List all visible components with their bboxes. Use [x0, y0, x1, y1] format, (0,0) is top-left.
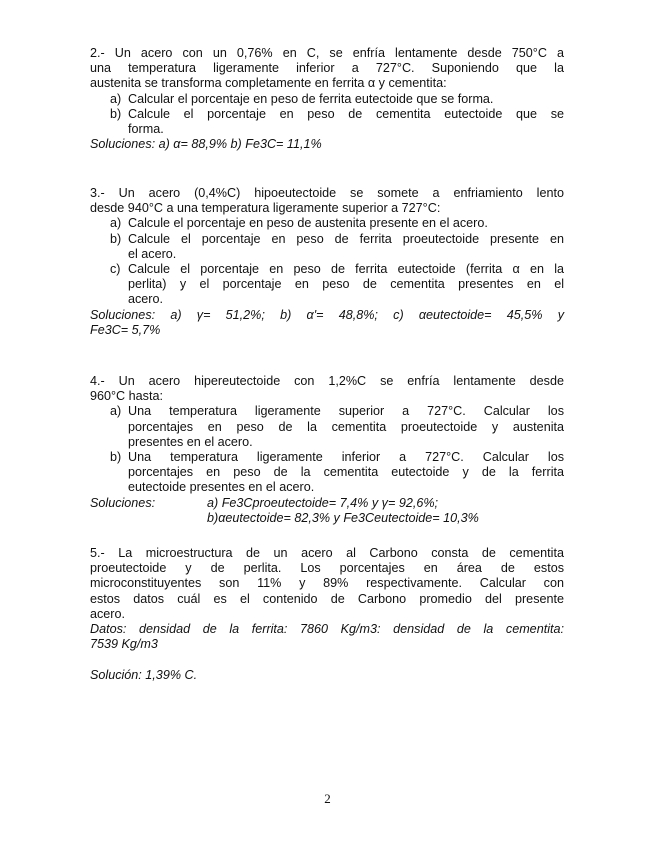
item-text: porcentajes en peso de la cementita eutectoide y de la ferrita	[128, 465, 564, 480]
p5-data-2: 7539 Kg/m3	[90, 637, 158, 652]
item-text: presentes en el acero.	[128, 434, 253, 449]
item-text: eutectoide presentes en el acero.	[128, 480, 315, 495]
p2-line-2: una temperatura ligeramente inferior a 727°C. Suponiendo que la	[90, 61, 564, 76]
problem-2	[90, 46, 564, 152]
list-item	[90, 450, 564, 496]
item-marker: a)	[110, 91, 122, 106]
item-text: perlita) y el porcentaje en peso de cementita presentes en el	[128, 277, 564, 292]
p3-line-1: 3.- Un acero (0,4%C) hipoeutectoide se somete a enfriamiento lento	[90, 186, 564, 200]
problem-4	[90, 374, 564, 526]
list-item	[90, 232, 564, 262]
item-marker: a)	[110, 216, 122, 231]
p5-line-5: acero.	[90, 606, 126, 621]
item-text: Calcule el porcentaje en peso de cementita eutectoide que se	[128, 106, 564, 121]
p2-list	[90, 92, 564, 138]
item-text: Una temperatura ligeramente superior a 727°C. Calcular los	[128, 404, 564, 419]
list-item	[90, 404, 564, 450]
p5-line-2: proeutectoide y de perlita. Los porcentajes en área de estos	[90, 561, 564, 576]
p5-data-1: Datos: densidad de la ferrita: 7860 Kg/m3: densidad de la cementita:	[90, 622, 564, 637]
p5-line-3: microconstituyentes son 11% y 89% respectivamente. Calcular con	[90, 576, 564, 591]
item-marker: c)	[110, 262, 121, 277]
p4-solution-b: b)αeutectoide= 82,3% y Fe3Ceutectoide= 10,3%	[207, 510, 479, 525]
p5-line-4: estos datos cuál es el contenido de Carbono promedio del presente	[90, 591, 564, 606]
p5-solution: Solución: 1,39% C.	[90, 667, 198, 682]
item-text: Calcule el porcentaje en peso de ferrita proeutectoide presente en	[128, 231, 564, 246]
item-marker: b)	[110, 231, 122, 246]
list-item	[90, 216, 564, 231]
item-text: Calcule el porcentaje en peso de ferrita eutectoide (ferrita α en la	[128, 262, 564, 277]
item-text: acero.	[128, 292, 164, 307]
p4-list	[90, 404, 564, 495]
p2-line-1: 2.- Un acero con un 0,76% en C, se enfría lentamente desde 750°C a	[90, 46, 564, 60]
p3-solutions-1: Soluciones: a) γ= 51,2%; b) α'= 48,8%; c) αeutectoide= 45,5% y	[90, 307, 564, 322]
problem-3	[90, 186, 564, 338]
p4-line-2: 960°C hasta:	[90, 389, 163, 404]
item-text: forma.	[128, 122, 164, 137]
problem-5	[90, 546, 564, 683]
item-text: Calcule el porcentaje en peso de austenita presente en el acero.	[128, 216, 488, 231]
page-number: 2	[324, 791, 331, 806]
item-text: porcentajes en peso de la cementita proeutectoide y austenita	[128, 419, 564, 434]
item-text: Una temperatura ligeramente inferior a 727°C. Calcular los	[128, 450, 564, 465]
list-item	[90, 262, 564, 308]
item-marker: a)	[110, 404, 122, 419]
p2-line-3: austenita se transforma completamente en ferrita α y cementita:	[90, 76, 447, 91]
p4-line-1: 4.- Un acero hipereutectoide con 1,2%C se enfría lentamente desde	[90, 374, 564, 388]
spacer	[90, 652, 564, 667]
p3-list	[90, 216, 564, 307]
p5-line-1: 5.- La microestructura de un acero al Carbono consta de cementita	[90, 546, 564, 560]
item-text: Calcular el porcentaje en peso de ferrita eutectoide que se forma.	[128, 91, 494, 106]
solutions-label: Soluciones:	[90, 495, 156, 510]
p3-line-2: desde 940°C a una temperatura ligeramente superior a 727°C:	[90, 201, 441, 216]
list-item	[90, 107, 564, 137]
item-marker: b)	[110, 106, 122, 121]
p4-solutions-row-1	[90, 496, 564, 511]
p4-solution-a: a) Fe3Cproeutectoide= 7,4% y γ= 92,6%;	[207, 495, 439, 510]
item-text: el acero.	[128, 246, 177, 261]
p2-solutions: Soluciones: a) α= 88,9% b) Fe3C= 11,1%	[90, 137, 322, 152]
p4-solutions-row-2	[90, 511, 564, 526]
p3-solutions-2: Fe3C= 5,7%	[90, 322, 161, 337]
item-marker: b)	[110, 450, 122, 465]
list-item	[90, 92, 564, 107]
